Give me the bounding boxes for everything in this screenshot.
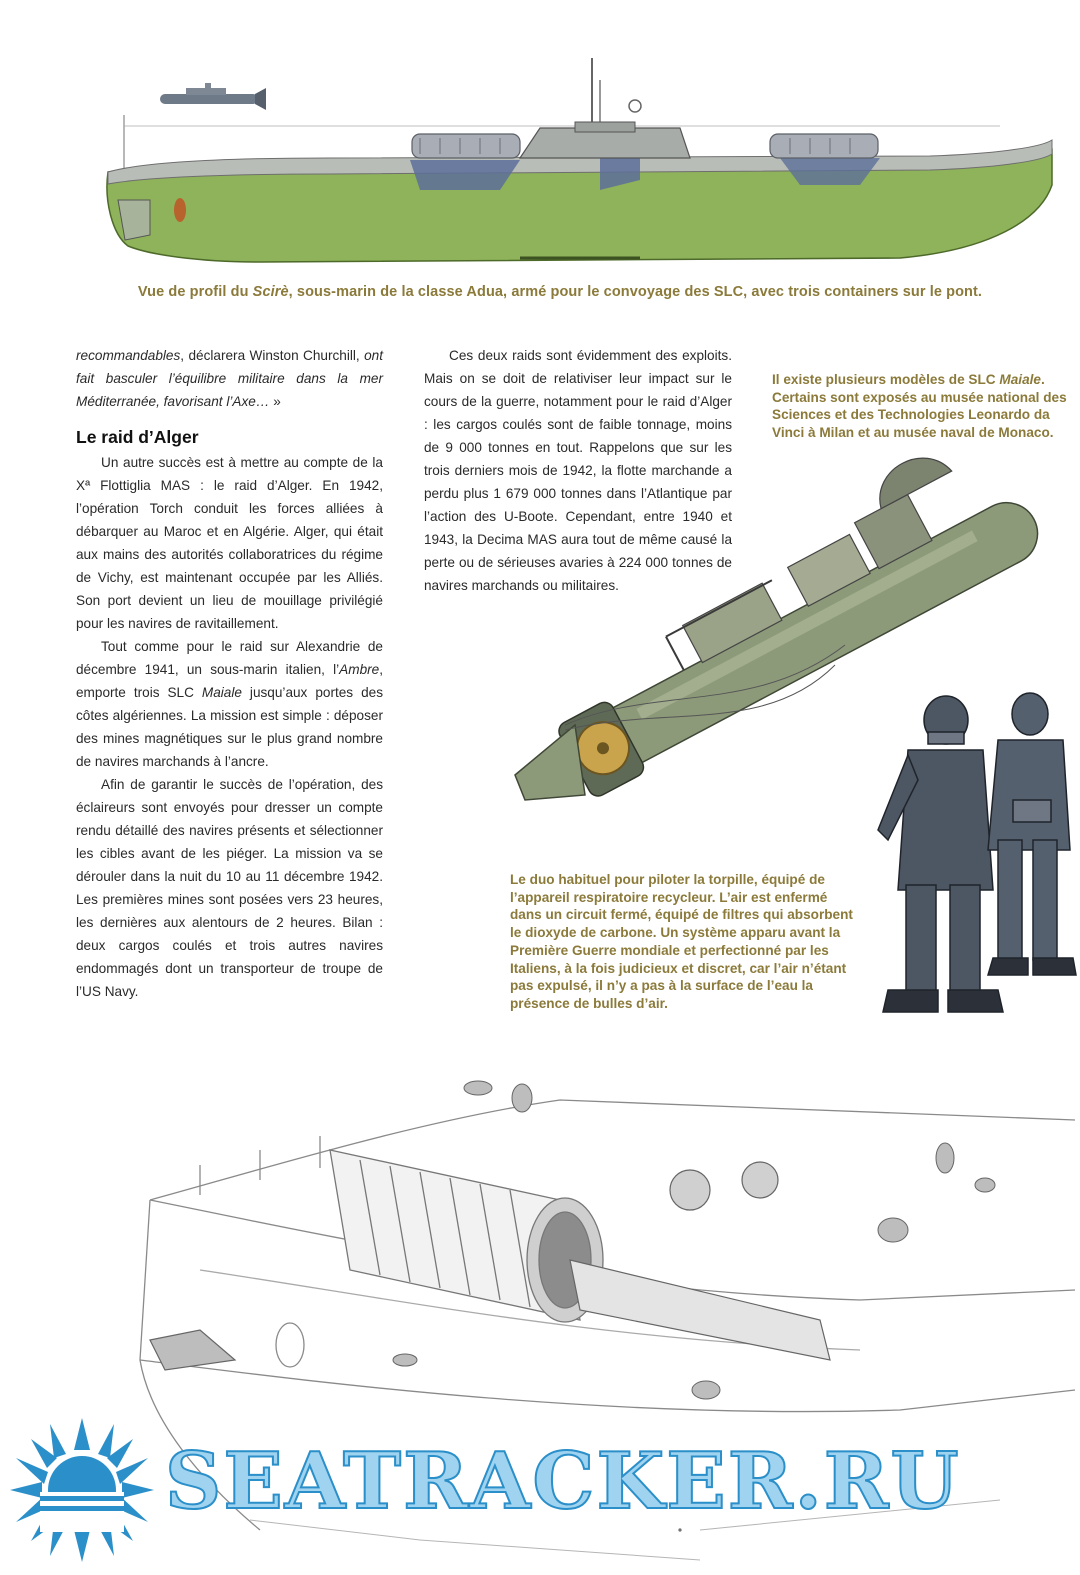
caption-text: , sous-marin de la classe Adua, armé pour le convoyage des SLC, avec trois containers sur le pont. (288, 284, 983, 300)
left-column (76, 344, 383, 1003)
diver-right (988, 693, 1076, 975)
divers-illustration (858, 690, 1080, 1030)
slc-silhouette (160, 83, 266, 110)
section-heading: Le raid d’Alger (76, 427, 199, 447)
paragraph: Ces deux raids sont évidemment des exploits. Mais on se doit de relativiser leur impact sur le cours de la guerre, notamment pour le raid d’Alger : les cargos coulés sont de faible tonnage, moins de 9 000 tonnes en tout. Rappelons que sur les trois derniers mois de 1942, la flotte marchande a perdu plus 1 679 000 tonnes dans l’Atlantique par l’action des U-Boote. Cependant, entre 1940 et 1943, la Decima MAS aura tout de même causé la perte ou de sérieuses avaries à 224 000 tonnes de navires marchands ou militaires. (424, 348, 732, 593)
submarine-profile-illustration (0, 50, 1080, 275)
sun-logo-icon (0, 1410, 160, 1565)
diver-left (878, 696, 1003, 1012)
paragraph: Tout comme pour le raid sur Alexandrie de décembre 1941, un sous-marin italien, l’Ambre, emporte trois SLC Maiale jusqu’aux portes des côtes algériennes. La mission est simple : déposer des mines magnétiques sur le plus grand nombre de navires marchands à l’ancre. (76, 639, 383, 769)
container-sketch (330, 1150, 603, 1322)
caption-text: Vue de profil du (137, 284, 253, 300)
divers-caption: Le duo habituel pour piloter la torpille, équipé de l’appareil respiratoire recycleur. L’air est enfermé dans un circuit fermé, équipé de filtres qui absorbent le dioxyde de carbone. Un système apparu avant la Première Guerre mondiale et perfectionné par les Italiens, à la fois judicieux et discret, car l’air n’étant pas expulsé, il n’y a pas à la surface de l’eau la présence de bulles d’air. (510, 872, 853, 1011)
caption-italic-name: Scirè (252, 284, 289, 300)
submarine-profile-caption (60, 284, 1060, 300)
paragraph: Afin de garantir le succès de l’opération, des éclaireurs sont envoyés pour dresser un compte rendu détaillé des navires présents et sélectionner les cibles avant de les piéger. La mission va se dérouler dans la nuit du 10 au 11 décembre 1942. Les premières mines sont posées vers 23 heures, les dernières aux alentours de 2 heures. Bilan : deux cargos coulés et trois autres navires endommagés dont un transporteur de troupe de l’US Navy. (76, 777, 383, 999)
slc-caption: Il existe plusieurs modèles de SLC Maiale. Certains sont exposés au musée national des Sciences et des Technologies Leonardo da Vinci à Milan et au musée naval de Monaco. (772, 372, 1067, 441)
watermark-text: SEATRACKER.RU (165, 1436, 961, 1527)
quote-paragraph: recommandables, déclarera Winston Churchill, ont fait basculer l’équilibre militaire dans la mer Méditerranée, favorisant l’Axe… » (76, 348, 383, 409)
paragraph: Un autre succès est à mettre au compte de la Xª Flottiglia MAS : le raid d’Alger. En 1942, l’opération Torch conduit les forces alliées à débarquer au Maroc et en Algérie. Alger, qui était aux mains des autorités collaboratrices du régime de Vichy, est maintenant occupée par les Alliés. Son port devient un lieu de mouillage privilégié pour les navires de ravitaillement. (76, 455, 383, 631)
